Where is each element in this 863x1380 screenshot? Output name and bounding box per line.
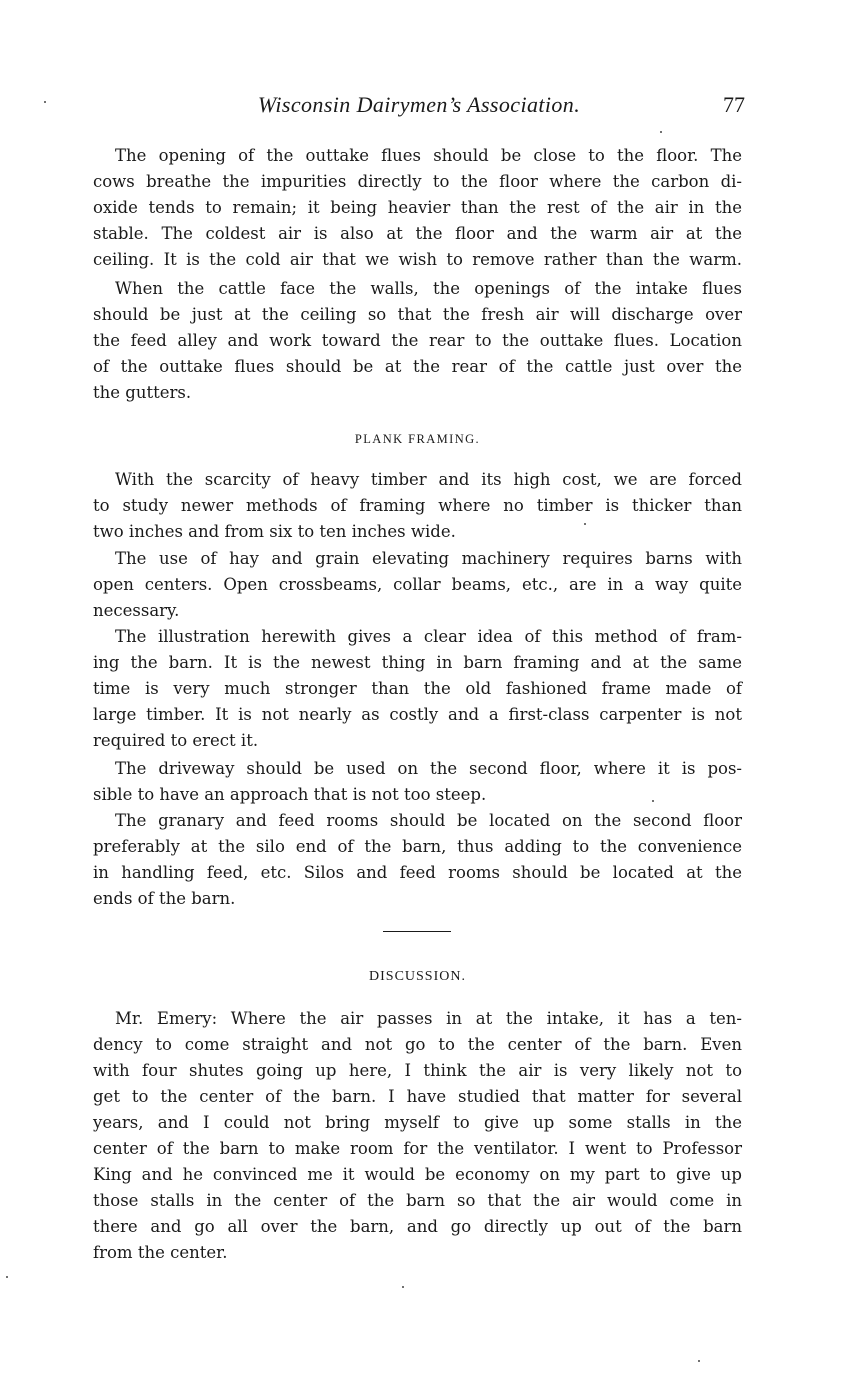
scan-speck (584, 523, 586, 525)
text-line: sible to have an approach that is not too steep. (93, 785, 487, 804)
text-line: should be just at the ceiling so that the fresh air will discharge over (93, 305, 742, 324)
text-line: The illustration herewith gives a clear idea of this method of fram- (115, 627, 742, 646)
text-line: in handling feed, etc. Silos and feed rooms should be located at the (93, 863, 742, 882)
text-line: necessary. (93, 601, 180, 620)
running-title: Wisconsin Dairymen’s Association. (257, 92, 581, 117)
section-divider (383, 931, 451, 932)
text-line: the feed alley and work toward the rear to the outtake flues. Location (93, 331, 742, 350)
text-line: required to erect it. (93, 731, 259, 750)
scan-speck (44, 101, 46, 103)
paragraph-driveway (93, 756, 742, 808)
text-line: from the center. (93, 1243, 228, 1262)
text-line: two inches and from six to ten inches wide. (93, 522, 456, 541)
text-line: dency to come straight and not go to the center of the barn. Even (93, 1035, 742, 1054)
text-line: The opening of the outtake flues should be close to the floor. The (115, 146, 742, 165)
scan-speck (660, 131, 662, 133)
text-line: ing the barn. It is the newest thing in barn framing and at the same (93, 653, 742, 672)
paragraph-intake-flues (93, 276, 742, 406)
text-line: stable. The coldest air is also at the floor and the warm air at the (93, 224, 742, 243)
paragraph-open-centers (93, 546, 742, 624)
page-number: 77 (723, 92, 745, 117)
text-line: open centers. Open crossbeams, collar beams, etc., are in a way quite (93, 575, 742, 594)
text-line: The granary and feed rooms should be located on the second floor (115, 811, 742, 830)
text-line: cows breathe the impurities directly to the floor where the carbon di- (93, 172, 742, 191)
text-line: preferably at the silo end of the barn, thus adding to the convenience (93, 837, 742, 856)
text-line: When the cattle face the walls, the openings of the intake flues (115, 279, 742, 298)
scan-speck (402, 1286, 404, 1288)
text-line: King and he convinced me it would be economy on my part to give up (93, 1165, 742, 1184)
text-line: center of the barn to make room for the ventilator. I went to Professor (93, 1139, 742, 1158)
text-line: to study newer methods of framing where no timber is thicker than (93, 496, 742, 515)
text-line: The use of hay and grain elevating machinery requires barns with (115, 549, 742, 568)
text-line: large timber. It is not nearly as costly and a first-class carpenter is not (93, 705, 742, 724)
text-line: ceiling. It is the cold air that we wish to remove rather than the warm. (93, 250, 742, 269)
text-line: oxide tends to remain; it being heavier than the rest of the air in the (93, 198, 742, 217)
text-line: get to the center of the barn. I have studied that matter for several (93, 1087, 742, 1106)
paragraph-mr-emery (93, 1006, 742, 1266)
paragraph-scarcity-timber (93, 467, 742, 545)
text-line: time is very much stronger than the old fashioned frame made of (93, 679, 742, 698)
text-line: Mr. Emery: Where the air passes in at the intake, it has a ten- (115, 1009, 742, 1028)
text-line: ends of the barn. (93, 889, 236, 908)
running-head (93, 88, 745, 122)
paragraph-illustration (93, 624, 742, 754)
text-line: there and go all over the barn, and go directly up out of the barn (93, 1217, 742, 1236)
section-heading-discussion: DISCUSSION. (369, 969, 466, 984)
text-line: of the outtake flues should be at the rear of the cattle just over the (93, 357, 742, 376)
text-line: With the scarcity of heavy timber and its high cost, we are forced (115, 470, 742, 489)
scan-speck (698, 1360, 700, 1362)
text-line: the gutters. (93, 383, 192, 402)
paragraph-outtake-flues (93, 143, 742, 273)
text-line: those stalls in the center of the barn so that the air would come in (93, 1191, 742, 1210)
paragraph-granary (93, 808, 742, 912)
text-line: with four shutes going up here, I think the air is very likely not to (93, 1061, 742, 1080)
scan-speck (652, 800, 654, 802)
scan-speck (6, 1276, 8, 1278)
section-heading-plank-framing: PLANK FRAMING. (354, 432, 481, 446)
text-line: years, and I could not bring myself to give up some stalls in the (93, 1113, 742, 1132)
text-line: The driveway should be used on the second floor, where it is pos- (115, 759, 742, 778)
